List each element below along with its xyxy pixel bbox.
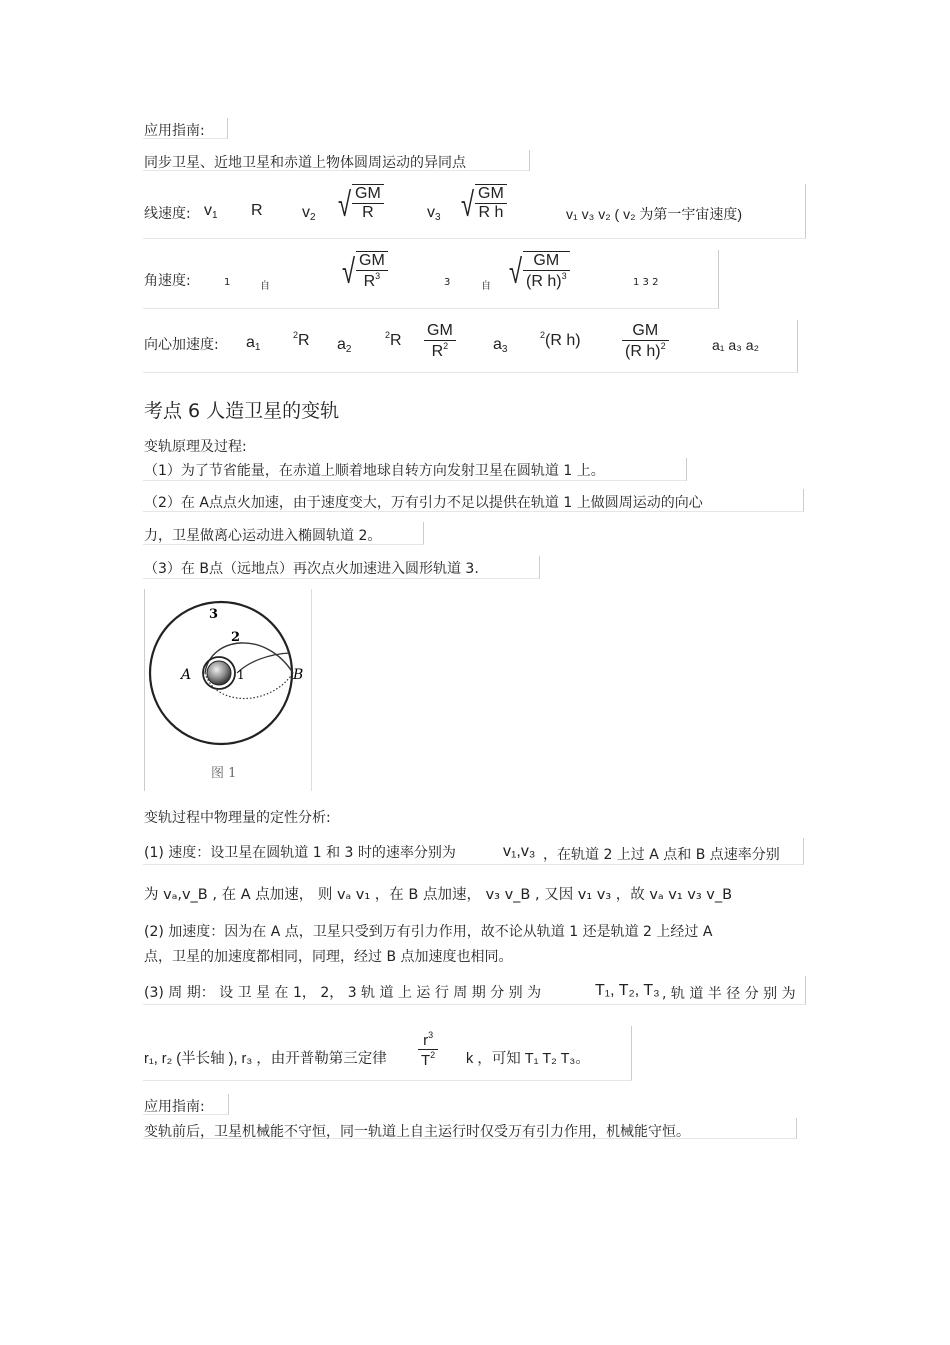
speed-a: (1) 速度：设卫星在圆轨道 1 和 3 时的速率分别为: [144, 845, 456, 861]
accel-w1R: $^2$R: [293, 330, 310, 349]
accel-tail: a₁ a₃ a₂: [712, 337, 759, 353]
kepler-tail: k ，可知 T₁ T₂ T₃。: [466, 1051, 590, 1067]
accel-gm-r2: $\frac{GM}{R^2}$: [424, 322, 456, 361]
angular-velocity-label: 角速度:: [144, 273, 191, 289]
step-3: （3）在 B点（远地点）再次点火加速进入圆形轨道 3.: [144, 561, 479, 577]
figure-caption: 图 1: [211, 766, 237, 781]
orbit-figure: [144, 589, 312, 791]
angular-sqrt-gm-rh3: √ $\frac{GM}{(R h)^3}$: [509, 251, 570, 291]
linear-R: R: [251, 202, 263, 219]
conclusion: 变轨前后，卫星机械能不守恒，同一轨道上自主运行时仅受万有引力作用，机械能守恒。: [144, 1124, 690, 1140]
earth: [207, 661, 231, 685]
orbit-diagram: [145, 589, 311, 791]
kepler-fraction: $\frac{r^3}{T^2}$: [418, 1030, 438, 1069]
period-a: (3) 周 期： 设 卫 星 在 1， 2， 3 轨 道 上 运 行 周 期 分 别 为: [144, 985, 542, 1001]
period-a-vals: T₁, T₂, T₃: [595, 982, 660, 999]
centripetal-label: 向心加速度:: [144, 337, 219, 353]
linear-velocity-label: 线速度:: [144, 206, 191, 222]
analysis-label: 变轨过程中物理量的定性分析:: [144, 810, 331, 826]
accel-gm-rh2: $\frac{GM}{(R h)^2}$: [622, 322, 669, 361]
section-heading: 考点 6 人造卫星的变轨: [144, 400, 340, 422]
label-B: B: [293, 667, 304, 683]
angular-sqrt-gm-r3: √ $\frac{GM}{R^3}$: [342, 251, 388, 291]
accel-w3Rh: $^2$(R h): [540, 330, 581, 349]
accel-a1: a1: [246, 334, 261, 353]
label-3: 3: [209, 607, 219, 622]
linear-v1: v1: [204, 202, 218, 221]
accel-a: (2) 加速度：因为在 A 点，卫星只受到万有引力作用，故不论从轨道 1 还是轨道 2 上经过 A: [144, 924, 713, 940]
speed-a-vals: v₁,v₃: [503, 843, 536, 860]
guide-label-2: 应用指南:: [144, 1099, 205, 1115]
orbit-2-upper: [237, 653, 290, 673]
linear-sqrt-gm-r: √ $\frac{GM}{R}$: [338, 184, 384, 222]
accel-w2R: $^2$R: [385, 330, 402, 349]
section-title: 同步卫星、近地卫星和赤道上物体圆周运动的异同点: [144, 155, 466, 171]
angular-three: 3: [444, 277, 451, 288]
linear-tail: v₁ v₃ v₂ ( v₂ 为第一宇宙速度): [566, 206, 743, 222]
angular-zi-2: 自: [481, 281, 491, 292]
linear-sqrt-gm-rh: √ $\frac{GM}{\text{R h}}$: [461, 184, 507, 222]
linear-v2: v2: [302, 204, 316, 223]
label-A: A: [181, 667, 192, 683]
centripetal-row-box: [143, 320, 798, 373]
period-a-tail: , 轨 道 半 径 分 别 为: [662, 986, 796, 1002]
speed-a-tail: ，在轨道 2 上过 A 点和 B 点速率分别: [543, 847, 780, 863]
accel-a2: a2: [337, 336, 352, 355]
label-1: 1: [237, 668, 245, 682]
accel-a3: a3: [493, 336, 508, 355]
angular-one: 1: [224, 277, 231, 288]
step-1: （1）为了节省能量，在赤道上顺着地球自转方向发射卫星在圆轨道 1 上。: [144, 463, 605, 479]
linear-v3: v3: [427, 204, 441, 223]
angular-tail: 1 3 2: [633, 277, 659, 288]
step-2b: 力，卫星做离心运动进入椭圆轨道 2。: [144, 528, 382, 544]
principle-label: 变轨原理及过程:: [144, 439, 247, 455]
label-2: 2: [231, 630, 241, 645]
step-2a: （2）在 A点点火加速，由于速度变大，万有引力不足以提供在轨道 1 上做圆周运动的向心: [144, 495, 703, 511]
accel-b: 点，卫星的加速度都相同，同理，经过 B 点加速度也相同。: [144, 949, 513, 965]
period-b-head: r₁, r₂ (半长轴 ), r₃ ，由开普勒第三定律: [144, 1051, 387, 1067]
speed-b: 为 vₐ,v_B , 在 A 点加速， 则 vₐ v₁ ，在 B 点加速， v₃ v_B , 又因 v₁ v₃ ，故 vₐ v₁ v₃ v_B: [144, 887, 733, 903]
guide-label: 应用指南:: [144, 123, 205, 139]
angular-zi: 自: [260, 281, 270, 292]
